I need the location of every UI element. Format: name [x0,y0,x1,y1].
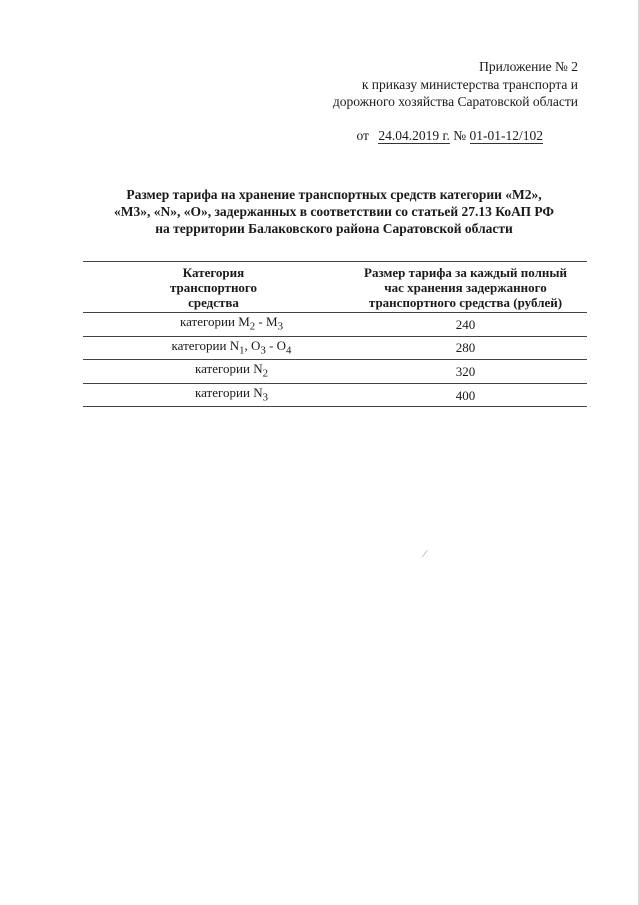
table-row [83,360,587,384]
appendix-line-1: к приказу министерства транспорта и [361,76,578,92]
row-category: категории $N_1$, $O_3 - O_4$ [83,336,344,360]
row-value: 320 [344,360,587,384]
appendix-header [248,58,578,111]
title-line-2: «М3», «N», «О», задержанных в соответствии со статьей 27.13 КоАП РФ [113,204,555,219]
row-value: 240 [344,313,587,337]
tariff-table [83,261,587,407]
order-date: 24.04.2019 г. [378,128,450,143]
row-category: категории $M_2 - M_3$ [83,313,344,337]
stray-mark: ⁄ [424,548,426,560]
row-value: 280 [344,336,587,360]
order-reference [356,128,543,144]
table-row [83,336,587,360]
document-title [84,186,584,237]
header-tariff: Размер тарифа за каждый полный час хранения задержанного транспортного средства (рублей) [344,262,587,313]
order-number: 01-01-12/102 [469,128,543,143]
table-row [83,313,587,337]
row-category: категории $N_3$ [83,383,344,407]
row-category: категории $N_2$ [83,360,344,384]
appendix-line-2: дорожного хозяйства Саратовской области [332,94,578,109]
table-row [83,383,587,407]
title-line-3: на территории Балаковского района Саратовской области [155,221,513,236]
header-category: Категория транспортного средства [83,262,344,313]
order-prefix: от [356,128,369,143]
row-value: 400 [344,383,587,407]
order-number-label: № [453,128,467,143]
appendix-title: Приложение № 2 [479,59,578,74]
title-line-1: Размер тарифа на хранение транспортных средств категории «М2», [126,187,542,202]
table-header-row [83,262,587,313]
